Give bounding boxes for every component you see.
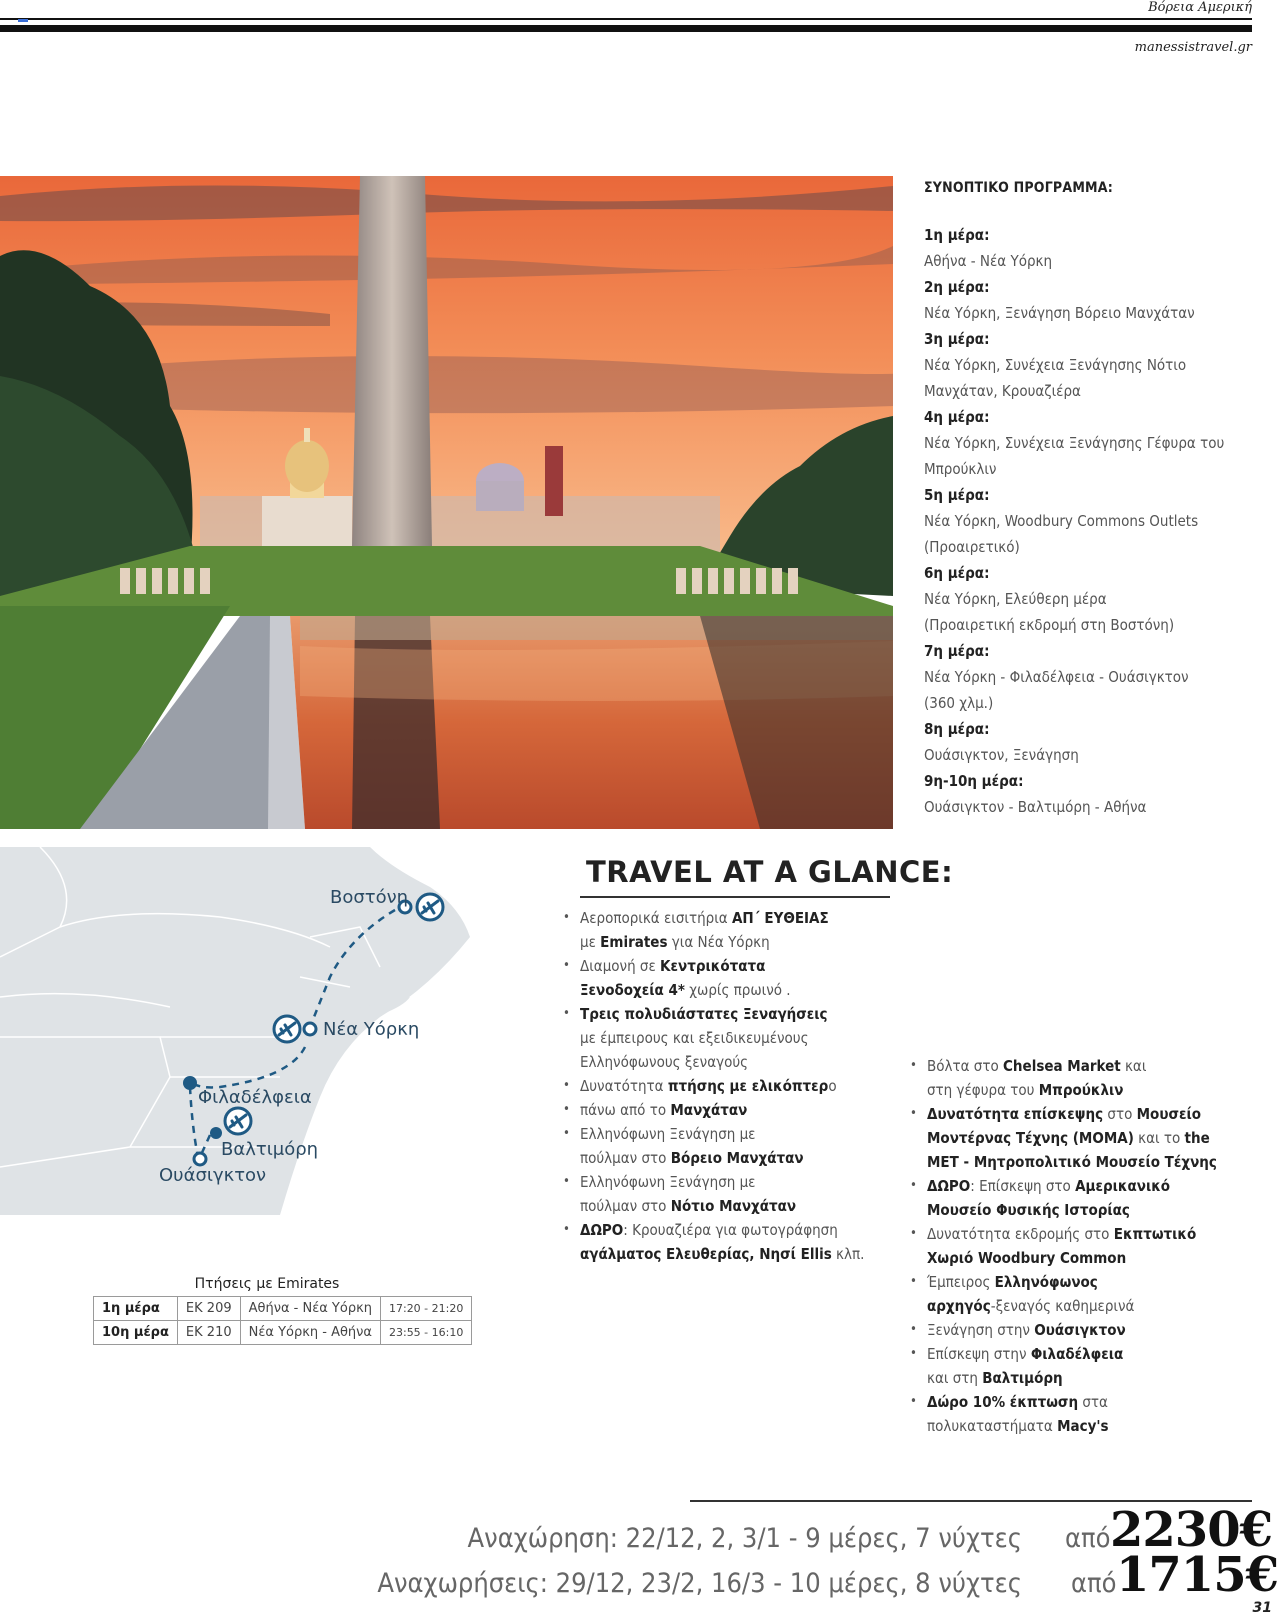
glance-text: Βαλτιμόρη (982, 1369, 1063, 1387)
flights-table (93, 1296, 472, 1345)
flight-route: Αθήνα - Νέα Υόρκη (240, 1297, 380, 1321)
day-description: (Προαιρετική εκδρομή στη Βοστόνη) (924, 616, 1175, 634)
glance-title-underline (580, 896, 890, 898)
day-description: Αθήνα - Νέα Υόρκη (924, 252, 1053, 270)
site-url: manessistravel.gr (1134, 40, 1252, 55)
glance-item (563, 954, 883, 1002)
glance-text: Δώρο 10% έκπτωση (927, 1393, 1079, 1411)
price-from-label-1: από (1065, 1523, 1111, 1554)
glance-text: στα (1078, 1393, 1108, 1411)
glance-text: Αμερικανικό (1075, 1177, 1171, 1195)
day-description: Μανχάταν, Κρουαζιέρα (924, 382, 1081, 400)
glance-text: Μουσείο Φυσικής Ιστορίας (927, 1201, 1130, 1219)
day-description: Ουάσιγκτον, Ξενάγηση (924, 746, 1079, 764)
day-label: 8η μέρα: (924, 720, 990, 738)
glance-text: Emirates (600, 933, 668, 951)
glance-text: πολυκαταστήματα (927, 1417, 1058, 1435)
glance-text: και το (1133, 1129, 1185, 1147)
glance-item (563, 906, 883, 954)
glance-item (563, 1074, 883, 1098)
glance-item (563, 1122, 883, 1170)
glance-item (910, 1270, 1240, 1318)
glance-text: Δυνατότητα επίσκεψης (927, 1105, 1104, 1123)
price-from-label-2: από (1071, 1568, 1117, 1599)
glance-item (910, 1174, 1240, 1222)
itinerary-days (924, 222, 1264, 820)
glance-text: πούλμαν στο (580, 1197, 671, 1215)
day-label: 2η μέρα: (924, 278, 990, 296)
day-description: Μπρούκλιν (924, 460, 997, 478)
glance-text: : Επίσκεψη στο (970, 1177, 1076, 1195)
day-label: 4η μέρα: (924, 408, 990, 426)
glance-text: πάνω από το (580, 1101, 671, 1119)
plane-icon (274, 1016, 300, 1042)
glance-text: Φιλαδέλφεια (1030, 1345, 1124, 1363)
glance-text: πτήσης με ελικόπτερ (667, 1077, 829, 1095)
glance-text: Ελληνόφωνη Ξενάγηση με (580, 1125, 756, 1143)
map-label-washington: Ουάσιγκτον (159, 1165, 267, 1186)
glance-text: Επίσκεψη στην (927, 1345, 1031, 1363)
plane-icon (417, 894, 443, 920)
day-description: (360 χλμ.) (924, 694, 994, 712)
glance-text: Ελληνόφωνος (994, 1273, 1098, 1291)
flight-row (94, 1321, 472, 1345)
photo-illustration (0, 176, 893, 829)
glance-text: Βόλτα στο (927, 1057, 1004, 1075)
glance-text: Νότιο Μανχάταν (670, 1197, 797, 1215)
flight-day: 10η μέρα (94, 1321, 178, 1345)
page-number: 31 (1252, 1600, 1272, 1616)
glance-text: με (580, 933, 601, 951)
glance-text: ο (828, 1077, 837, 1095)
price-1: 2230€ (1110, 1502, 1272, 1558)
glance-text: Μουσείο (1136, 1105, 1201, 1123)
day-label: 9η-10η μέρα: (924, 772, 1024, 790)
glance-text: Ελληνόφωνους ξεναγούς (580, 1053, 749, 1071)
glance-text: -ξεναγός καθημερινά (990, 1297, 1135, 1315)
glance-text: χωρίς πρωινό . (684, 981, 791, 999)
day-label: 7η μέρα: (924, 642, 990, 660)
glance-item (563, 1218, 883, 1266)
glance-text: Έμπειρος (927, 1273, 995, 1291)
plane-icon (225, 1108, 251, 1134)
glance-list-left (563, 906, 883, 1266)
glance-text: Ξενοδοχεία 4* (580, 981, 685, 999)
glance-text: Βόρειο Μανχάταν (670, 1149, 804, 1167)
header-rule-thin (0, 18, 1252, 20)
day-label: 6η μέρα: (924, 564, 990, 582)
flight-route: Νέα Υόρκη - Αθήνα (240, 1321, 380, 1345)
departure-line-1: Αναχώρηση: 22/12, 2, 3/1 - 9 μέρες, 7 νύχτες (467, 1523, 1022, 1554)
glance-text: Αεροπορικά εισιτήρια (580, 909, 732, 927)
flight-day: 1η μέρα (94, 1297, 178, 1321)
glance-text: MET - Μητροπολιτικό Μουσείο Τέχνης (927, 1153, 1217, 1171)
glance-text: για Νέα Υόρκη (667, 933, 770, 951)
flight-time: 17:20 - 21:20 (380, 1297, 471, 1321)
glance-text: Μπρούκλιν (1038, 1081, 1124, 1099)
glance-text: Ελληνόφωνη Ξενάγηση με (580, 1173, 756, 1191)
glance-text: Κεντρικότατα (660, 957, 766, 975)
itinerary-summary (924, 176, 1264, 820)
price-2: 1715€ (1116, 1547, 1278, 1603)
glance-text: Χωριό Woodbury Common (927, 1249, 1127, 1267)
flights-title: Πτήσεις με Emirates (194, 1276, 340, 1292)
header-rule-thick (0, 25, 1252, 32)
glance-item (910, 1390, 1240, 1438)
washington-monument-photo (0, 176, 893, 829)
glance-item (563, 1170, 883, 1218)
glance-text: κλπ. (831, 1245, 865, 1263)
glance-title: TRAVEL AT A GLANCE: (586, 855, 954, 889)
glance-text: και στη (927, 1369, 983, 1387)
route-map (0, 847, 535, 1215)
map-label-baltimore: Βαλτιμόρη (221, 1139, 319, 1160)
glance-text: αγάλματος Ελευθερίας, Νησί Ellis (580, 1245, 832, 1263)
flight-time: 23:55 - 16:10 (380, 1321, 471, 1345)
flight-row (94, 1297, 472, 1321)
map-label-philadelphia: Φιλαδέλφεια (198, 1087, 312, 1108)
glance-text: ΑΠ΄ ΕΥΘΕΙΑΣ (731, 909, 829, 927)
departure-line-2: Αναχωρήσεις: 29/12, 23/2, 16/3 - 10 μέρες, 8 νύχτες (377, 1568, 1022, 1599)
map-label-boston: Βοστόνη (330, 887, 409, 908)
day-description: Νέα Υόρκη, Ελεύθερη μέρα (924, 590, 1107, 608)
glance-text: με έμπειρους και εξειδικευμένους (580, 1029, 809, 1047)
day-label: 3η μέρα: (924, 330, 990, 348)
glance-item (563, 1098, 883, 1122)
glance-text: Δυνατότητα (580, 1077, 668, 1095)
glance-text: Διαμονή σε (580, 957, 661, 975)
itinerary-title: ΣΥΝΟΠΤΙΚΟ ΠΡΟΓΡΑΜΜΑ: (924, 180, 1113, 196)
glance-item (563, 1002, 883, 1074)
glance-text: Ουάσιγκτον (1034, 1321, 1126, 1339)
glance-item (910, 1054, 1240, 1102)
glance-text: : Κρουαζιέρα για φωτογράφηση (623, 1221, 838, 1239)
day-description: Νέα Υόρκη, Woodbury Commons Outlets (924, 512, 1199, 530)
section-title: Βόρεια Αμερική (1148, 0, 1252, 15)
map-label-new-york: Νέα Υόρκη (323, 1019, 420, 1040)
glance-text: Ξενάγηση στην (927, 1321, 1035, 1339)
glance-text: Μοντέρνας Τέχνης (ΜΟΜΑ) (927, 1129, 1134, 1147)
glance-text: Δυνατότητα εκδρομής στο (927, 1225, 1114, 1243)
glance-text: και (1120, 1057, 1147, 1075)
flight-code: ΕΚ 210 (177, 1321, 240, 1345)
glance-text: Chelsea Market (1003, 1057, 1121, 1075)
glance-text: Μανχάταν (670, 1101, 748, 1119)
glance-text: Τρεις πολυδιάστατες Ξεναγήσεις (580, 1005, 828, 1023)
day-description: Ουάσιγκτον - Βαλτιμόρη - Αθήνα (924, 798, 1147, 816)
glance-text: ΔΩΡΟ (927, 1177, 971, 1195)
day-description: (Προαιρετικό) (924, 538, 1020, 556)
glance-item (910, 1342, 1240, 1390)
glance-item (910, 1102, 1240, 1174)
day-description: Νέα Υόρκη, Ξενάγηση Βόρειο Μανχάταν (924, 304, 1195, 322)
glance-item (910, 1318, 1240, 1342)
day-description: Νέα Υόρκη - Φιλαδέλφεια - Ουάσιγκτον (924, 668, 1189, 686)
day-description: Νέα Υόρκη, Συνέχεια Ξενάγησης Νότιο (924, 356, 1187, 374)
header-accent-mark (18, 19, 28, 22)
glance-item (910, 1222, 1240, 1270)
glance-text: πούλμαν στο (580, 1149, 671, 1167)
day-label: 1η μέρα: (924, 226, 990, 244)
glance-text: ΔΩΡΟ (580, 1221, 624, 1239)
day-label: 5η μέρα: (924, 486, 990, 504)
glance-text: στο (1103, 1105, 1137, 1123)
glance-text: αρχηγός (927, 1297, 991, 1315)
flight-code: ΕΚ 209 (177, 1297, 240, 1321)
glance-text: Macy's (1057, 1417, 1109, 1435)
glance-text: the (1184, 1129, 1210, 1147)
glance-text: Εκπτωτικό (1113, 1225, 1197, 1243)
day-description: Νέα Υόρκη, Συνέχεια Ξενάγησης Γέφυρα του (924, 434, 1225, 452)
glance-list-right (910, 1054, 1240, 1438)
glance-text: στη γέφυρα του (927, 1081, 1039, 1099)
